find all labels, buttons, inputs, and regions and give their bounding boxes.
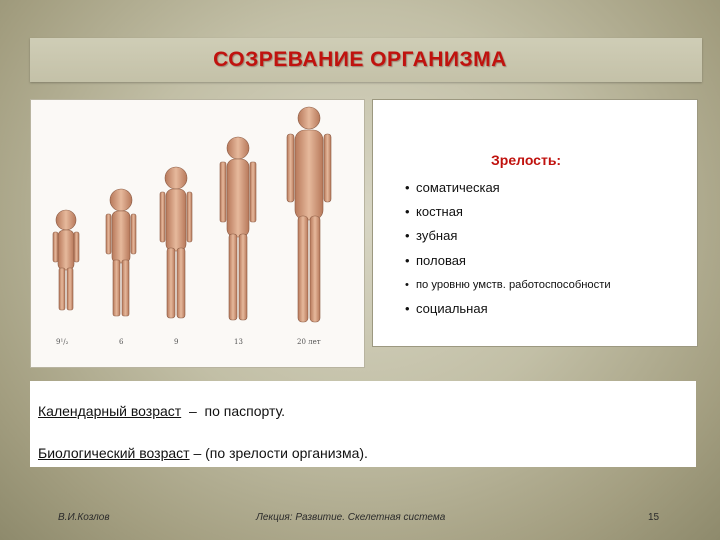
footer-lecture: Лекция: Развитие. Скелетная система [256,512,446,523]
growth-illustration [30,99,365,368]
maturity-heading: Зрелость: [491,152,562,168]
figure-adult-20 [287,107,331,322]
human-figures-image [31,100,364,367]
figure-child-small [53,210,79,310]
figure-child-9 [160,167,192,318]
biological-age-definition: – (по зрелости организма). [189,445,368,461]
footer-author: В.И.Козлов [58,512,110,523]
biological-age-term: Биологический возраст [38,445,190,461]
list-item: • половая [405,252,466,268]
page-number: 15 [648,512,660,523]
calendar-age-line [38,403,285,419]
list-item: • социальная [405,300,488,316]
age-label: 9¹/₂ [56,338,69,346]
maturity-panel [372,99,698,347]
age-label: 13 [234,338,243,346]
maturity-list [405,180,611,325]
age-label: 20 лет [297,338,321,346]
calendar-age-term: Календарный возраст [38,403,182,419]
figure-teen-13 [220,137,256,320]
slide-title: СОЗРЕВАНИЕ ОРГАНИЗМА [213,48,507,71]
calendar-age-definition: – по паспорту. [181,403,286,419]
age-label: 6 [119,338,124,346]
list-item: • соматическая [405,180,500,195]
biological-age-line [38,445,368,461]
age-label: 9 [174,338,179,346]
list-item: • по уровню умств. работоспособности [405,278,611,291]
figure-child-6 [106,189,136,316]
list-item: • зубная [405,228,458,244]
age-definitions [30,381,696,467]
list-item: • костная [405,204,463,220]
